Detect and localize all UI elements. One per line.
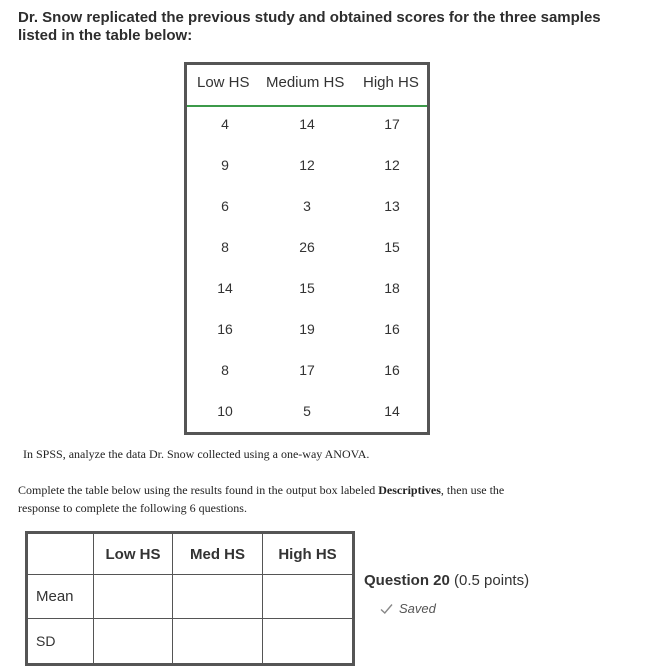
cell-high: 15 — [384, 239, 400, 255]
answer-header-high-hs: High HS — [263, 533, 354, 575]
saved-label: Saved — [399, 601, 436, 616]
question-points: (0.5 points) — [454, 572, 530, 589]
table-row — [187, 353, 427, 394]
scores-table-body — [187, 107, 427, 435]
row-label-sd: SD — [27, 619, 94, 665]
cell-medium: 15 — [299, 280, 315, 296]
question-heading — [364, 572, 529, 589]
complete-text-after: , then use the — [440, 483, 505, 497]
cell-high: 17 — [384, 116, 400, 132]
answer-corner-cell — [27, 533, 94, 575]
cell-low: 8 — [221, 362, 229, 378]
table-row — [187, 230, 427, 271]
complete-instruction-line-1 — [18, 481, 618, 499]
mean-med-hs-input[interactable] — [173, 575, 263, 619]
answer-row-mean — [27, 575, 354, 619]
cell-medium: 5 — [303, 403, 311, 419]
intro-line-1: Dr. Snow replicated the previous study and obtained scores for the three samples — [18, 9, 601, 26]
cell-low: 10 — [217, 403, 233, 419]
header-low-hs: Low HS — [197, 74, 250, 91]
sd-high-hs-input[interactable] — [263, 619, 354, 665]
sd-low-hs-input[interactable] — [94, 619, 173, 665]
cell-low: 16 — [217, 321, 233, 337]
mean-high-hs-input[interactable] — [263, 575, 354, 619]
answer-header-low-hs: Low HS — [94, 533, 173, 575]
sd-med-hs-input[interactable] — [173, 619, 263, 665]
cell-medium: 26 — [299, 239, 315, 255]
cell-medium: 3 — [303, 198, 311, 214]
complete-text-before: Complete the table below using the results found in the output box labeled — [18, 483, 379, 497]
cell-medium: 14 — [299, 116, 315, 132]
answer-row-sd — [27, 619, 354, 665]
table-row — [187, 189, 427, 230]
intro-line-2: listed in the table below: — [18, 27, 193, 44]
cell-low: 8 — [221, 239, 229, 255]
answer-header-row — [27, 533, 354, 575]
header-medium-hs: Medium HS — [266, 74, 345, 91]
scores-table — [184, 62, 430, 435]
answer-header-med-hs: Med HS — [173, 533, 263, 575]
cell-high: 18 — [384, 280, 400, 296]
complete-instruction — [18, 481, 618, 517]
cell-low: 4 — [221, 116, 229, 132]
table-row — [187, 148, 427, 189]
cell-low: 9 — [221, 157, 229, 173]
table-row — [187, 312, 427, 353]
cell-high: 14 — [384, 403, 400, 419]
intro-text — [18, 9, 618, 45]
cell-low: 6 — [221, 198, 229, 214]
row-label-mean: Mean — [27, 575, 94, 619]
cell-medium: 12 — [299, 157, 315, 173]
cell-high: 16 — [384, 321, 400, 337]
saved-status — [380, 601, 436, 616]
table-row — [187, 394, 427, 435]
cell-high: 13 — [384, 198, 400, 214]
mean-low-hs-input[interactable] — [94, 575, 173, 619]
table-row — [187, 271, 427, 312]
question-title: Question 20 — [364, 572, 450, 589]
answer-table — [25, 531, 355, 666]
cell-medium: 19 — [299, 321, 315, 337]
spss-instruction: In SPSS, analyze the data Dr. Snow collected using a one-way ANOVA. — [23, 447, 370, 461]
cell-high: 16 — [384, 362, 400, 378]
checkmark-icon — [380, 603, 393, 615]
cell-medium: 17 — [299, 362, 315, 378]
cell-high: 12 — [384, 157, 400, 173]
complete-instruction-line-2: response to complete the following 6 questions. — [18, 501, 247, 515]
header-high-hs: High HS — [363, 74, 419, 91]
cell-low: 14 — [217, 280, 233, 296]
descriptives-label: Descriptives — [378, 483, 441, 497]
scores-table-header — [187, 65, 427, 107]
table-row — [187, 107, 427, 148]
